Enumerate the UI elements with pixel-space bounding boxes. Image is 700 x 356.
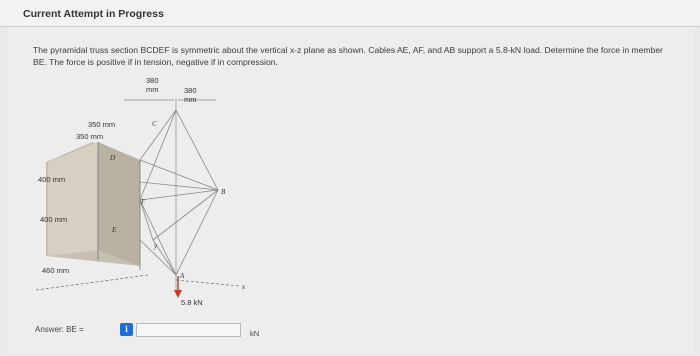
wall-front [48, 142, 98, 256]
point-d: D [110, 154, 116, 162]
page-title: Current Attempt in Progress [23, 8, 164, 20]
load-label: 5.8 kN [181, 298, 203, 306]
info-icon[interactable]: i [120, 323, 133, 336]
point-b: B [221, 188, 226, 196]
answer-unit: kN [250, 329, 260, 338]
wall-side [98, 142, 140, 266]
dim-350b: 350 mm [76, 132, 104, 141]
point-e: E [112, 226, 117, 234]
dim-top1: 380 [146, 76, 159, 85]
point-f: F [141, 198, 146, 206]
truss-figure [28, 70, 273, 306]
dim-460: 460 mm [42, 266, 70, 275]
load-arrow-head [174, 290, 182, 298]
point-a: A [180, 272, 185, 280]
header-bar [0, 0, 700, 27]
dim-350a: 350 mm [88, 120, 116, 129]
answer-input[interactable] [136, 323, 241, 337]
dim-top2: 380 [184, 86, 197, 95]
point-c: C [152, 120, 157, 128]
answer-label: Answer: BE = [35, 325, 84, 334]
axis-x-label: x [242, 283, 246, 291]
dim-400b: 400 mm [40, 215, 68, 224]
truss-members [140, 110, 218, 275]
dim-top1-unit: mm [146, 85, 159, 94]
x-axis [176, 280, 240, 286]
base-line [36, 275, 148, 290]
dim-400a: 400 mm [38, 175, 66, 184]
axis-y-label: y [154, 242, 158, 250]
dim-top2-unit: mm [184, 95, 197, 104]
truss-diagram [28, 70, 273, 306]
problem-statement: The pyramidal truss section BCDEF is symmetric about the vertical x-z plane as shown. Cables AE, AF, and AB support a 5.8-kN load. Determine the force in member BE. The force is positive if in tension, negative if in compression. [33, 45, 664, 67]
